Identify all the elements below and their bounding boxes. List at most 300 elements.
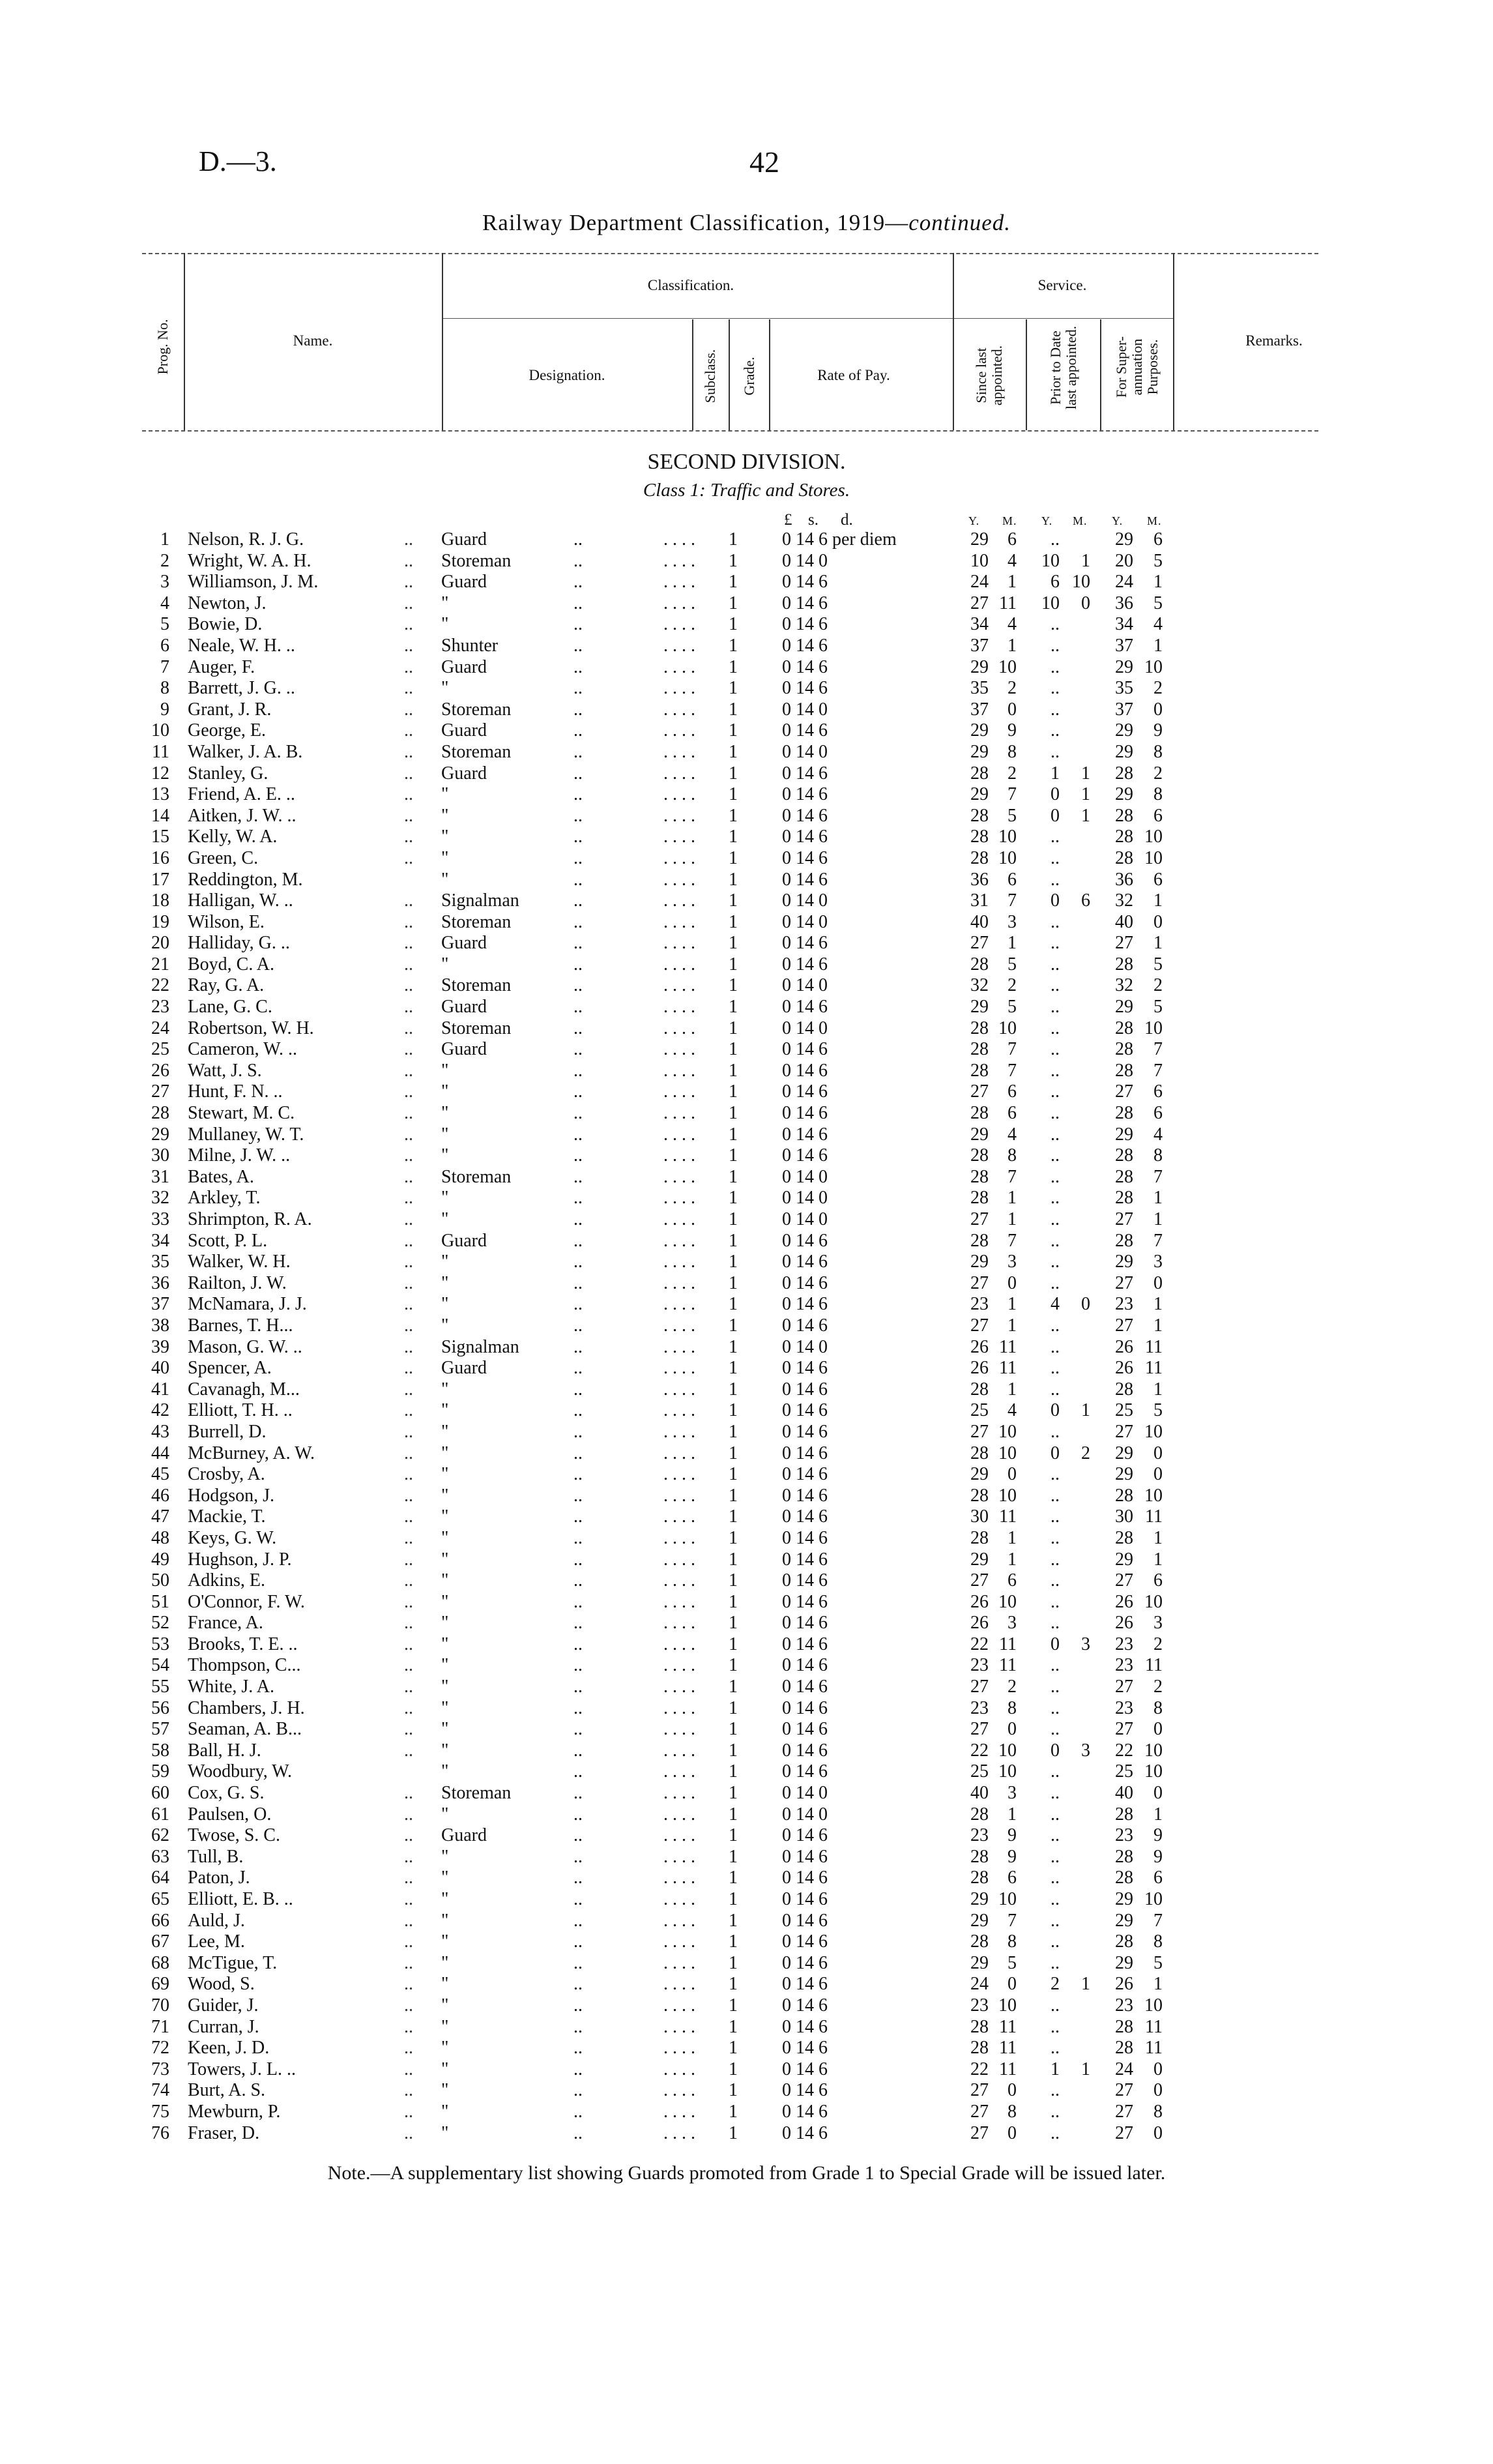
rate-of-pay-cell: 0 14 6 xyxy=(782,827,828,847)
since-years-cell: 28 xyxy=(970,1379,989,1400)
since-years-cell: 27 xyxy=(970,1421,989,1442)
super-years-cell: 26 xyxy=(1115,1336,1133,1357)
prog-no-cell: 68 xyxy=(151,1952,169,1973)
name-cell: Hodgson, J. xyxy=(188,1485,275,1506)
name-cell: Paton, J. xyxy=(188,1868,250,1888)
super-years-cell: 40 xyxy=(1115,911,1133,932)
table-row xyxy=(0,742,1493,763)
table-row xyxy=(0,975,1493,997)
rate-of-pay-cell: 0 14 6 xyxy=(782,2080,828,2101)
leader-dots: . . . . xyxy=(663,1336,695,1357)
grade-cell: 1 xyxy=(729,2101,738,2122)
leader-dots: . . . . xyxy=(663,847,695,868)
name-cell: Robertson, W. H. xyxy=(188,1018,314,1038)
prior-years-cell: 10 xyxy=(1041,550,1060,571)
leader-dots-cell: .. xyxy=(404,890,413,911)
table-row xyxy=(0,2102,1493,2123)
prior-years-cell: .. xyxy=(1051,1252,1060,1272)
since-years-cell: 28 xyxy=(970,954,989,975)
name-cell: Neale, W. H. .. xyxy=(188,635,295,656)
rate-of-pay-cell: 0 14 6 xyxy=(782,1379,828,1400)
since-months-cell: 10 xyxy=(998,1889,1017,1909)
name-cell: Mackie, T. xyxy=(188,1506,266,1527)
leader-dots-cell: .. xyxy=(404,529,413,550)
designation-cell: " xyxy=(441,1846,449,1867)
prog-no-cell: 40 xyxy=(151,1358,169,1379)
leader-dots-cell: .. xyxy=(404,1740,413,1761)
prior-years-cell: .. xyxy=(1051,933,1060,954)
leader-dots-cell: .. xyxy=(404,1209,413,1229)
name-cell: Scott, P. L. xyxy=(188,1230,268,1251)
leader-dots-cell: .. xyxy=(404,1464,413,1485)
prog-no-cell: 38 xyxy=(151,1315,169,1336)
since-months-cell: 11 xyxy=(999,2059,1017,2079)
super-months-cell: 11 xyxy=(1145,1358,1163,1379)
since-months-cell: 6 xyxy=(1007,1868,1017,1888)
since-months-cell: 10 xyxy=(998,1740,1017,1761)
table-row xyxy=(0,1719,1493,1740)
super-months-cell: 6 xyxy=(1153,1081,1163,1102)
super-months-cell: 5 xyxy=(1153,550,1163,571)
super-years-cell: 22 xyxy=(1115,1740,1133,1761)
name-cell: Halligan, W. .. xyxy=(188,890,293,911)
prior-years-cell: .. xyxy=(1051,1315,1060,1336)
since-years-cell: 34 xyxy=(970,614,989,635)
since-years-cell: 29 xyxy=(970,1124,989,1145)
rate-of-pay-cell: 0 14 6 xyxy=(782,2122,828,2143)
super-years-cell: 40 xyxy=(1115,1783,1133,1804)
since-years-cell: 29 xyxy=(970,1464,989,1485)
super-years-cell: 27 xyxy=(1115,1677,1133,1697)
prior-years-cell: .. xyxy=(1051,1272,1060,1293)
leader-dots: . . . . xyxy=(663,656,695,677)
prior-years-cell: .. xyxy=(1051,2101,1060,2122)
grade-cell: 1 xyxy=(729,975,738,996)
prog-no-cell: 25 xyxy=(151,1039,169,1060)
prior-years-cell: .. xyxy=(1051,1485,1060,1506)
col-header-service: Service. xyxy=(1037,277,1087,293)
name-cell: Halliday, G. .. xyxy=(188,933,290,954)
name-cell: George, E. xyxy=(188,720,266,741)
super-years-cell: 28 xyxy=(1115,1166,1133,1187)
grade-cell: 1 xyxy=(729,1336,738,1357)
rate-of-pay-cell: 0 14 6 xyxy=(782,763,828,784)
designation-cell: " xyxy=(441,805,449,826)
prior-years-cell: .. xyxy=(1051,847,1060,868)
grade-cell: 1 xyxy=(729,1400,738,1421)
leader-dots: .. xyxy=(573,1783,583,1804)
leader-dots-cell: .. xyxy=(404,1677,413,1697)
prog-no-cell: 21 xyxy=(151,954,169,975)
designation-cell: Guard xyxy=(441,529,487,550)
grade-cell: 1 xyxy=(729,1719,738,1740)
since-years-cell: 28 xyxy=(970,1230,989,1251)
grade-cell: 1 xyxy=(729,1060,738,1081)
leader-dots: .. xyxy=(573,2080,583,2101)
table-row xyxy=(0,1740,1493,1762)
super-years-cell: 28 xyxy=(1115,1145,1133,1166)
rate-of-pay-cell: 0 14 6 xyxy=(782,1124,828,1145)
super-years-cell: 27 xyxy=(1115,2101,1133,2122)
designation-cell: " xyxy=(441,1060,449,1081)
name-cell: Shrimpton, R. A. xyxy=(188,1209,312,1229)
name-cell: Guider, J. xyxy=(188,1995,259,2016)
since-months-cell: 1 xyxy=(1007,572,1017,593)
leader-dots: . . . . xyxy=(663,1060,695,1081)
leader-dots-cell: .. xyxy=(404,1613,413,1634)
prior-years-cell: .. xyxy=(1051,529,1060,550)
leader-dots-cell: .. xyxy=(404,1570,413,1591)
designation-cell: " xyxy=(441,1209,449,1229)
prog-no-cell: 66 xyxy=(151,1910,169,1931)
since-years-cell: 24 xyxy=(970,572,989,593)
leader-dots: . . . . xyxy=(663,911,695,932)
since-months-cell: 7 xyxy=(1007,1910,1017,1931)
since-months-cell: 1 xyxy=(1007,1315,1017,1336)
leader-dots: .. xyxy=(573,529,583,550)
prior-years-cell: .. xyxy=(1051,827,1060,847)
leader-dots-cell: .. xyxy=(404,805,413,826)
name-cell: Crosby, A. xyxy=(188,1464,265,1485)
unit-pence: d. xyxy=(841,511,853,529)
since-years-cell: 28 xyxy=(970,2016,989,2037)
super-years-cell: 28 xyxy=(1115,954,1133,975)
grade-cell: 1 xyxy=(729,1655,738,1676)
since-months-cell: 6 xyxy=(1007,529,1017,550)
leader-dots: . . . . xyxy=(663,1868,695,1888)
since-months-cell: 3 xyxy=(1007,1252,1017,1272)
rate-of-pay-cell: 0 14 6 xyxy=(782,1527,828,1548)
prior-months-cell: 1 xyxy=(1081,763,1090,784)
name-cell: Nelson, R. J. G. xyxy=(188,529,304,550)
since-months-cell: 5 xyxy=(1007,954,1017,975)
grade-cell: 1 xyxy=(729,2059,738,2079)
rate-of-pay-cell: 0 14 6 xyxy=(782,1358,828,1379)
leader-dots: .. xyxy=(573,1060,583,1081)
since-months-cell: 7 xyxy=(1007,1166,1017,1187)
super-months-cell: 5 xyxy=(1153,1952,1163,1973)
since-months-cell: 10 xyxy=(998,1443,1017,1463)
grade-cell: 1 xyxy=(729,933,738,954)
leader-dots: .. xyxy=(573,1272,583,1293)
prior-years-cell: .. xyxy=(1051,1060,1060,1081)
designation-cell: Guard xyxy=(441,1039,487,1060)
grade-cell: 1 xyxy=(729,635,738,656)
prior-years-cell: .. xyxy=(1051,1018,1060,1038)
grade-cell: 1 xyxy=(729,1549,738,1570)
designation-cell: " xyxy=(441,954,449,975)
name-cell: Boyd, C. A. xyxy=(188,954,275,975)
designation-cell: " xyxy=(441,1252,449,1272)
leader-dots: .. xyxy=(573,1974,583,1995)
leader-dots-cell: .. xyxy=(404,635,413,656)
grade-cell: 1 xyxy=(729,1761,738,1782)
super-months-cell: 1 xyxy=(1153,1974,1163,1995)
grade-cell: 1 xyxy=(729,1952,738,1973)
table-row xyxy=(0,657,1493,679)
prior-months-cell: 1 xyxy=(1081,2059,1090,2079)
prior-years-cell: .. xyxy=(1051,1103,1060,1124)
leader-dots: .. xyxy=(573,1677,583,1697)
grade-cell: 1 xyxy=(729,1783,738,1804)
designation-cell: " xyxy=(441,2101,449,2122)
since-years-cell: 27 xyxy=(970,1081,989,1102)
since-months-cell: 11 xyxy=(999,1336,1017,1357)
since-months-cell: 11 xyxy=(999,1634,1017,1654)
name-cell: Bates, A. xyxy=(188,1166,254,1187)
rate-of-pay-cell: 0 14 6 xyxy=(782,1591,828,1612)
leader-dots: .. xyxy=(573,1889,583,1909)
prog-no-cell: 46 xyxy=(151,1485,169,1506)
super-years-cell: 23 xyxy=(1115,1995,1133,2016)
prior-years-cell: .. xyxy=(1051,1655,1060,1676)
leader-dots: .. xyxy=(573,1230,583,1251)
name-cell: Thompson, C... xyxy=(188,1655,301,1676)
since-years-cell: 28 xyxy=(970,847,989,868)
page-title xyxy=(0,210,1493,236)
name-cell: McTigue, T. xyxy=(188,1952,278,1973)
super-months-cell: 9 xyxy=(1153,720,1163,741)
col-header-designation: Designation. xyxy=(529,367,605,383)
rate-of-pay-cell: 0 14 0 xyxy=(782,1804,828,1825)
rate-of-pay-cell: 0 14 6 xyxy=(782,1103,828,1124)
super-months-cell: 10 xyxy=(1144,1889,1163,1909)
col-header-superannuation: For Super-annuation Purposes. xyxy=(1113,336,1161,398)
prior-years-cell: .. xyxy=(1051,1570,1060,1591)
table-row xyxy=(0,636,1493,657)
table-row xyxy=(0,848,1493,870)
since-years-cell: 23 xyxy=(970,1697,989,1718)
super-months-cell: 1 xyxy=(1153,933,1163,954)
table-row xyxy=(0,614,1493,636)
col-divider xyxy=(184,253,185,430)
designation-cell: " xyxy=(441,1952,449,1973)
since-months-cell: 11 xyxy=(999,1506,1017,1527)
prior-years-cell: .. xyxy=(1051,975,1060,996)
super-months-cell: 11 xyxy=(1145,2016,1163,2037)
leader-dots: . . . . xyxy=(663,1103,695,1124)
since-months-cell: 10 xyxy=(998,1421,1017,1442)
super-years-cell: 28 xyxy=(1115,1485,1133,1506)
col-header-grade: Grade. xyxy=(741,357,757,396)
table-row xyxy=(0,1889,1493,1911)
designation-cell: " xyxy=(441,847,449,868)
since-years-cell: 23 xyxy=(970,1655,989,1676)
prior-years-cell: 0 xyxy=(1051,805,1060,826)
rate-of-pay-cell: 0 14 0 xyxy=(782,975,828,996)
table-row xyxy=(0,1252,1493,1273)
prog-no-cell: 74 xyxy=(151,2080,169,2101)
leader-dots-cell: .. xyxy=(404,2101,413,2122)
prior-years-cell: 2 xyxy=(1051,1974,1060,1995)
leader-dots: . . . . xyxy=(663,1358,695,1379)
leader-dots: .. xyxy=(573,1506,583,1527)
leader-dots-cell: .. xyxy=(404,1974,413,1995)
super-years-cell: 28 xyxy=(1115,805,1133,826)
leader-dots: .. xyxy=(573,2016,583,2037)
grade-cell: 1 xyxy=(729,1931,738,1952)
name-cell: Aitken, J. W. .. xyxy=(188,805,297,826)
leader-dots: . . . . xyxy=(663,1379,695,1400)
leader-dots: . . . . xyxy=(663,1549,695,1570)
super-months-cell: 9 xyxy=(1153,1846,1163,1867)
since-years-cell: 31 xyxy=(970,890,989,911)
since-years-cell: 27 xyxy=(970,593,989,613)
table-row xyxy=(0,1847,1493,1868)
since-years-cell: 25 xyxy=(970,1400,989,1421)
leader-dots-cell: .. xyxy=(404,1166,413,1187)
prior-years-cell: 10 xyxy=(1041,593,1060,613)
leader-dots: . . . . xyxy=(663,1952,695,1973)
name-cell: Wilson, E. xyxy=(188,911,265,932)
name-cell: Tull, B. xyxy=(188,1846,244,1867)
designation-cell: " xyxy=(441,1124,449,1145)
table-row xyxy=(0,2059,1493,2081)
super-years-cell: 27 xyxy=(1115,1421,1133,1442)
since-months-cell: 2 xyxy=(1007,975,1017,996)
prior-years-cell: .. xyxy=(1051,1889,1060,1909)
super-months-cell: 8 xyxy=(1153,1145,1163,1166)
prog-no-cell: 65 xyxy=(151,1889,169,1909)
table-row xyxy=(0,1931,1493,1953)
designation-cell: Guard xyxy=(441,1825,487,1846)
since-years-cell: 23 xyxy=(970,1995,989,2016)
leader-dots: .. xyxy=(573,869,583,890)
designation-cell: " xyxy=(441,1464,449,1485)
prog-no-cell: 28 xyxy=(151,1103,169,1124)
since-months-cell: 9 xyxy=(1007,720,1017,741)
rate-of-pay-cell: 0 14 6 xyxy=(782,1549,828,1570)
leader-dots: .. xyxy=(573,763,583,784)
rate-of-pay-cell: 0 14 6 xyxy=(782,720,828,741)
table-row xyxy=(0,1698,1493,1720)
rate-of-pay-cell: 0 14 6 xyxy=(782,933,828,954)
rate-of-pay-cell: 0 14 6 xyxy=(782,635,828,656)
table-row xyxy=(0,1677,1493,1698)
designation-cell: Guard xyxy=(441,720,487,741)
rate-of-pay-cell: 0 14 6 xyxy=(782,1294,828,1315)
super-months-cell: 2 xyxy=(1153,1634,1163,1654)
prior-years-cell: .. xyxy=(1051,2038,1060,2059)
leader-dots: .. xyxy=(573,1952,583,1973)
grade-cell: 1 xyxy=(729,678,738,699)
prior-years-cell: .. xyxy=(1051,1230,1060,1251)
table-row xyxy=(0,1549,1493,1571)
leader-dots-cell: .. xyxy=(404,2059,413,2079)
leader-dots: .. xyxy=(573,1995,583,2016)
table-row xyxy=(0,1188,1493,1209)
leader-dots: . . . . xyxy=(663,1081,695,1102)
prog-no-cell: 19 xyxy=(151,911,169,932)
leader-dots-cell: .. xyxy=(404,656,413,677)
rate-of-pay-cell: 0 14 6 xyxy=(782,1825,828,1846)
name-cell: Lee, M. xyxy=(188,1931,245,1952)
prior-months-cell: 10 xyxy=(1072,572,1090,593)
prior-years-cell: 6 xyxy=(1051,572,1060,593)
leader-dots: . . . . xyxy=(663,529,695,550)
grade-cell: 1 xyxy=(729,1825,738,1846)
prog-no-cell: 4 xyxy=(160,593,169,613)
since-months-cell: 1 xyxy=(1007,1379,1017,1400)
grade-cell: 1 xyxy=(729,1697,738,1718)
name-cell: Elliott, T. H. .. xyxy=(188,1400,293,1421)
super-months-cell: 0 xyxy=(1153,2080,1163,2101)
prior-years-cell: .. xyxy=(1051,954,1060,975)
super-years-cell: 30 xyxy=(1115,1506,1133,1527)
rate-of-pay-cell: 0 14 6 xyxy=(782,1655,828,1676)
super-years-cell: 24 xyxy=(1115,572,1133,593)
prog-no-cell: 20 xyxy=(151,933,169,954)
table-row xyxy=(0,1039,1493,1061)
leader-dots-cell: .. xyxy=(404,1655,413,1676)
leader-dots: . . . . xyxy=(663,1315,695,1336)
grade-cell: 1 xyxy=(729,1252,738,1272)
leader-dots-cell: .. xyxy=(404,1952,413,1973)
since-months-cell: 11 xyxy=(999,2016,1017,2037)
leader-dots: .. xyxy=(573,997,583,1018)
super-months-cell: 0 xyxy=(1153,911,1163,932)
designation-cell: " xyxy=(441,2016,449,2037)
leader-dots: . . . . xyxy=(663,1910,695,1931)
super-years-cell: 32 xyxy=(1115,975,1133,996)
super-years-cell: 23 xyxy=(1115,1825,1133,1846)
prog-no-cell: 7 xyxy=(160,656,169,677)
grade-cell: 1 xyxy=(729,1634,738,1654)
designation-cell: " xyxy=(441,593,449,613)
rate-of-pay-cell: 0 14 6 xyxy=(782,1719,828,1740)
since-months-cell: 2 xyxy=(1007,763,1017,784)
super-years-cell: 27 xyxy=(1115,1570,1133,1591)
prog-no-cell: 47 xyxy=(151,1506,169,1527)
super-months-cell: 7 xyxy=(1153,1910,1163,1931)
name-cell: Auger, F. xyxy=(188,656,255,677)
designation-cell: " xyxy=(441,2122,449,2143)
since-months-cell: 10 xyxy=(998,1018,1017,1038)
since-years-cell: 29 xyxy=(970,1889,989,1909)
rate-of-pay-cell: 0 14 6 xyxy=(782,1974,828,1995)
prior-years-cell: .. xyxy=(1051,1868,1060,1888)
since-months-cell: 11 xyxy=(999,1655,1017,1676)
designation-cell: " xyxy=(441,2038,449,2059)
table-row xyxy=(0,529,1493,551)
designation-cell: " xyxy=(441,1400,449,1421)
grade-cell: 1 xyxy=(729,1464,738,1485)
prior-years-cell: .. xyxy=(1051,1506,1060,1527)
prog-no-cell: 17 xyxy=(151,869,169,890)
col-divider xyxy=(1026,319,1027,430)
super-years-cell: 29 xyxy=(1115,1464,1133,1485)
grade-cell: 1 xyxy=(729,656,738,677)
table-row xyxy=(0,954,1493,976)
prog-no-cell: 61 xyxy=(151,1804,169,1825)
super-months-cell: 0 xyxy=(1153,2122,1163,2143)
designation-cell: Guard xyxy=(441,572,487,593)
leader-dots: . . . . xyxy=(663,1124,695,1145)
table-row xyxy=(0,1315,1493,1337)
prog-no-cell: 56 xyxy=(151,1697,169,1718)
since-months-cell: 1 xyxy=(1007,1188,1017,1209)
leader-dots: . . . . xyxy=(663,593,695,613)
super-months-cell: 10 xyxy=(1144,1761,1163,1782)
designation-cell: Guard xyxy=(441,933,487,954)
prog-no-cell: 14 xyxy=(151,805,169,826)
name-cell: McNamara, J. J. xyxy=(188,1294,307,1315)
since-years-cell: 28 xyxy=(970,1145,989,1166)
prior-years-cell: .. xyxy=(1051,1697,1060,1718)
super-years-cell: 27 xyxy=(1115,1081,1133,1102)
unit-years: Y. xyxy=(1041,514,1053,527)
super-months-cell: 10 xyxy=(1144,1485,1163,1506)
